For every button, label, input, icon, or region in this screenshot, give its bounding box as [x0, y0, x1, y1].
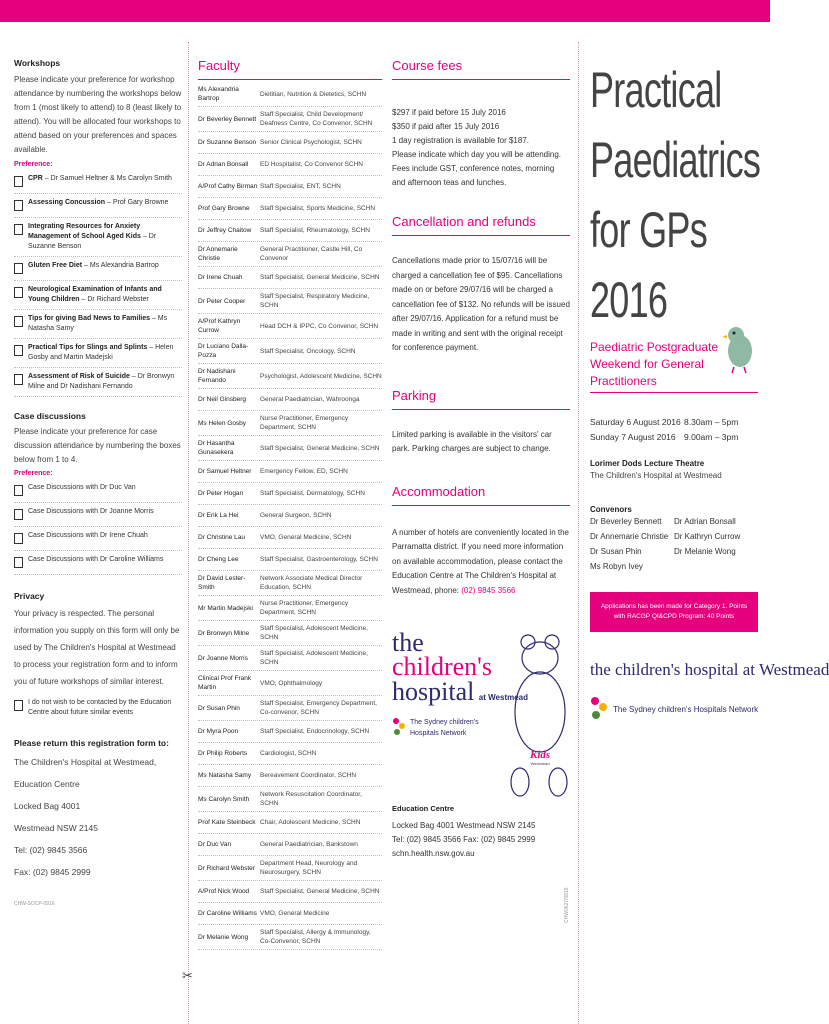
workshop-item[interactable]	[14, 310, 182, 339]
footer-network-figures-icon	[590, 696, 608, 722]
workshop-label	[28, 372, 182, 392]
workshop-item[interactable]	[14, 194, 182, 218]
faculty-row	[198, 198, 382, 220]
faculty-row	[198, 220, 382, 242]
workshop-title: Assessment of Risk of Suicide	[28, 373, 130, 380]
workshop-presenter: – Dr Richard Webster	[79, 296, 149, 303]
return-address	[14, 751, 182, 883]
workshop-preference-box[interactable]	[14, 287, 23, 298]
kids-badge	[530, 750, 550, 766]
network-line2: Hospitals Network	[410, 730, 467, 737]
logo-childrens: children's	[392, 652, 492, 681]
workshop-presenter: – Dr Suzanne Benson	[28, 233, 157, 250]
faculty-row	[198, 289, 382, 314]
info-column	[392, 58, 570, 923]
convenor-list	[590, 514, 758, 574]
case-item[interactable]	[14, 551, 182, 575]
workshop-title: Integrating Resources for Anxiety Management of School Aged Kids	[28, 223, 141, 240]
workshop-item[interactable]	[14, 339, 182, 368]
edu-line: Locked Bag 4001 Westmead NSW 2145	[392, 821, 536, 830]
faculty-row	[198, 925, 382, 950]
case-preference-box[interactable]	[14, 533, 23, 544]
parking-title: Parking	[392, 388, 570, 410]
faculty-role: VMO, General Medicine, SCHN	[260, 534, 352, 541]
cover-dates	[590, 415, 758, 445]
faculty-role: General Paediatrician, Bankstown	[260, 841, 358, 848]
faculty-role: Dietitian, Nutrition & Dietetics, SCHN	[260, 90, 367, 98]
faculty-row	[198, 903, 382, 925]
workshop-preference-box[interactable]	[14, 316, 23, 327]
top-pink-bar	[0, 0, 770, 22]
faculty-row	[198, 571, 382, 596]
workshop-presenter: – Ms Natasha Samy	[28, 315, 168, 332]
workshop-title: Neurological Examination of Infants and Young Children	[28, 286, 162, 303]
faculty-name: Dr Suzanne Benson	[198, 139, 257, 146]
logo-the: the	[392, 628, 424, 657]
return-line: The Children's Hospital at Westmead,	[14, 757, 157, 767]
return-line: Locked Bag 4001	[14, 801, 81, 811]
faculty-row	[198, 812, 382, 834]
workshop-presenter: – Prof Gary Browne	[105, 199, 169, 206]
faculty-name: Dr Duc Van	[198, 841, 232, 848]
footer-hospital-logo	[590, 660, 829, 680]
workshop-preference-box[interactable]	[14, 345, 23, 356]
cover-divider	[590, 392, 758, 393]
return-line: Tel: (02) 9845 3566	[14, 845, 88, 855]
faculty-row	[198, 856, 382, 881]
footer-logo-text: the children's hospital at Westmead	[590, 660, 829, 679]
faculty-row	[198, 787, 382, 812]
date-row	[590, 430, 758, 445]
logo-hospital: hospital	[392, 677, 475, 706]
faculty-name: Dr Susan Phin	[198, 704, 240, 712]
case-label: Case Discussions with Dr Joanne Morris	[28, 508, 154, 515]
privacy-title: Privacy	[14, 591, 45, 601]
faculty-name: Dr Cheng Lee	[198, 556, 239, 563]
faculty-name: Dr Melanie Wong	[198, 933, 249, 941]
workshop-presenter: – Helen Gosby and Martin Madejski	[28, 344, 174, 361]
cover-title-line: 2016	[590, 272, 668, 328]
case-item[interactable]	[14, 527, 182, 551]
cover-sub2: Weekend for General Practitioners	[590, 357, 704, 388]
case-preference-label: Preference:	[14, 470, 53, 477]
faculty-row	[198, 743, 382, 765]
workshop-item[interactable]	[14, 218, 182, 257]
faculty-role: Staff Specialist, Oncology, SCHN	[260, 347, 356, 355]
faculty-row	[198, 314, 382, 339]
case-label: Case Discussions with Dr Duc Van	[28, 484, 136, 491]
case-preference-box[interactable]	[14, 485, 23, 496]
network-text	[410, 717, 479, 739]
workshop-label	[28, 174, 172, 184]
scissors-icon: ✂	[182, 968, 193, 983]
faculty-row	[198, 721, 382, 743]
fee-line: Please indicate which day you will be attending.	[392, 150, 561, 159]
workshop-title: CPR	[28, 175, 43, 182]
faculty-name: Dr Peter Cooper	[198, 297, 246, 305]
kids-logo: Kids	[530, 749, 551, 761]
faculty-name: Dr Annemarie Christie	[198, 246, 238, 262]
faculty-list	[198, 82, 382, 950]
faculty-role: Staff Specialist, Gastroenterology, SCHN	[260, 556, 378, 563]
privacy-optout[interactable]	[14, 694, 182, 722]
convenor-name: Dr Susan Phin	[590, 547, 642, 556]
faculty-role: Staff Specialist, Adolescent Medicine, SCHN	[260, 650, 368, 666]
faculty-row	[198, 436, 382, 461]
registration-column	[14, 58, 182, 910]
parking-text: Limited parking is available in the visitors' car park. Parking charges are subject to change.	[392, 429, 552, 453]
return-line: Westmead NSW 2145	[14, 823, 98, 833]
faculty-row	[198, 411, 382, 436]
faculty-row	[198, 483, 382, 505]
faculty-name: A/Prof Cathy Birman	[198, 183, 258, 190]
faculty-row	[198, 621, 382, 646]
return-line: Education Centre	[14, 779, 80, 789]
return-line: Fax: (02) 9845 2999	[14, 867, 91, 877]
fold-line-right	[578, 42, 579, 1024]
case-preference-box[interactable]	[14, 557, 23, 568]
fee-line: $297 if paid before 15 July 2016	[392, 108, 506, 117]
cover-title-line: Practical	[590, 62, 722, 118]
faculty-row	[198, 132, 382, 154]
workshop-label	[28, 314, 182, 334]
teddy-bear-icon	[510, 632, 568, 802]
bird-icon	[720, 321, 758, 375]
faculty-role: Senior Clinical Psychologist, SCHN	[260, 139, 362, 146]
workshop-item[interactable]	[14, 257, 182, 281]
faculty-role: Staff Specialist, Sports Medicine, SCHN	[260, 205, 376, 212]
cover-column	[590, 55, 829, 722]
workshop-presenter: – Ms Alexandria Bartrop	[82, 262, 159, 269]
faculty-title: Faculty	[198, 58, 382, 80]
accom-body: A number of hotels are conveniently located in the Parramatta district. If you need more information on available accommodation, please contact the Education Centre at The Children's Hospital at Westmead, phone:	[392, 527, 569, 595]
workshop-title: Assessing Concussion	[28, 199, 106, 206]
workshop-presenter: – Dr Bronwyn Milne and Dr Nadishani Fernando	[28, 373, 175, 390]
faculty-role: Psychologist, Adolescent Medicine, SCHN	[260, 372, 382, 380]
fold-line-left	[188, 42, 189, 1024]
faculty-name: Dr David Lester-Smith	[198, 575, 246, 591]
faculty-name: Dr Nadishani Fernando	[198, 368, 236, 384]
edu-title: Education Centre	[392, 804, 455, 813]
faculty-name: Prof Gary Browne	[198, 205, 250, 212]
faculty-row	[198, 176, 382, 198]
faculty-role: Staff Specialist, Child Development/ Deafness Centre, Co Convenor, SCHN	[260, 111, 373, 127]
fee-line: and afternoon teas and lunches.	[392, 178, 507, 187]
case-title: Case discussions	[14, 411, 86, 421]
faculty-role: Staff Specialist, Emergency Department, Co-convenor, SCHN	[260, 700, 377, 716]
faculty-row	[198, 671, 382, 696]
faculty-name: Dr Myra Poon	[198, 728, 239, 735]
kids-sub: Westmead	[530, 761, 550, 766]
faculty-role: Emergency Fellow, ED, SCHN	[260, 468, 348, 475]
faculty-row	[198, 364, 382, 389]
faculty-row	[198, 267, 382, 289]
optout-checkbox[interactable]	[14, 700, 23, 711]
workshop-preference-box[interactable]	[14, 224, 23, 235]
workshop-label	[28, 261, 159, 271]
faculty-name: Dr Neil Ginsberg	[198, 396, 247, 403]
faculty-column	[198, 58, 382, 950]
workshop-title: Practical Tips for Slings and Splints	[28, 344, 148, 351]
cover-subtitle-block	[590, 339, 758, 390]
footer-network1: The Sydney children's	[613, 704, 692, 714]
date-day: Sunday 7 August 2016	[590, 432, 676, 442]
faculty-role: Nurse Practitioner, Emergency Department, SCHN	[260, 600, 349, 616]
side-code: CHW0627/0816	[564, 887, 570, 923]
faculty-row	[198, 461, 382, 483]
faculty-row	[198, 646, 382, 671]
faculty-name: Dr Peter Hogan	[198, 490, 244, 497]
footer-network-text	[613, 705, 758, 714]
cover-sub1: Paediatric Postgraduate	[590, 340, 719, 354]
convenor-name: Dr Annemarie Christie	[590, 532, 669, 541]
workshops-title: Workshops	[14, 58, 61, 68]
faculty-name: Dr Bronwyn Milne	[198, 629, 250, 637]
workshop-presenter: – Dr Samuel Heltner & Ms Carolyn Smith	[42, 175, 172, 182]
faculty-role: General Paediatrician, Wahroonga	[260, 396, 360, 403]
faculty-name: Dr Irene Chuah	[198, 274, 243, 281]
cancel-text: Cancellations made prior to 15/07/16 will be charged a cancellation fee of $95. Cancellations made on or before 29/07/16 will be charged a cancellation fee of $132. No refunds will be issued after 29/07/16. Application for a refund must be made in writing and sent with the original receipt for conference payment.	[392, 256, 570, 352]
workshop-item[interactable]	[14, 170, 182, 194]
workshops-preference-label: Preference:	[14, 161, 53, 168]
faculty-name: Dr Beverley Bennett	[198, 115, 257, 123]
cover-title-line: for GPs	[590, 202, 707, 258]
workshop-preference-box[interactable]	[14, 263, 23, 274]
fee-line: $350 if paid after 15 July 2016	[392, 122, 500, 131]
faculty-role: Bereavement Coordinator, SCHN	[260, 772, 357, 779]
faculty-row	[198, 596, 382, 621]
case-intro: Please indicate your preference for case discussion attendance by numbering the boxes below from 1 to 4.	[14, 427, 181, 464]
fees-title: Course fees	[392, 58, 570, 80]
faculty-row	[198, 834, 382, 856]
faculty-name: Ms Natasha Samy	[198, 772, 252, 779]
workshop-label	[28, 222, 182, 252]
fee-line: Fees include GST, conference notes, morning	[392, 164, 555, 173]
faculty-role: Staff Specialist, Allergy & Immunology, Co-Convenor, SCHN	[260, 929, 371, 945]
faculty-role: General Surgeon, SCHN	[260, 512, 332, 519]
edu-contact	[392, 819, 570, 861]
faculty-name: Clinical Prof Frank Martin	[198, 675, 252, 691]
case-list	[14, 479, 182, 575]
case-preference-box[interactable]	[14, 509, 23, 520]
convenor-name: Dr Melanie Wong	[674, 547, 736, 556]
faculty-row	[198, 154, 382, 176]
hospital-logo-block	[392, 628, 570, 802]
faculty-name: Dr Caroline Williams	[198, 910, 257, 917]
footer-network-logo	[590, 696, 758, 722]
optout-label: I do not wish to be contacted by the Education Centre about future similar events	[28, 699, 172, 716]
faculty-name: A/Prof Kathryn Currow	[198, 318, 241, 334]
venue-sub: The Children's Hospital at Westmead	[590, 471, 722, 480]
faculty-role: Staff Specialist, General Medicine, SCHN	[260, 888, 380, 895]
date-time: 9.00am – 3pm	[684, 432, 739, 442]
faculty-name: Ms Alexandria Bartrop	[198, 86, 239, 102]
faculty-row	[198, 107, 382, 132]
workshop-label	[28, 285, 182, 305]
faculty-name: Dr Luciano Dalla-Pozza	[198, 343, 249, 359]
faculty-role: VMO, General Medicine	[260, 910, 330, 917]
faculty-name: A/Prof Nick Wood	[198, 888, 250, 895]
footer-network2: Hospitals Network	[693, 704, 759, 714]
workshop-preference-box[interactable]	[14, 200, 23, 211]
edu-line: schn.health.nsw.gov.au	[392, 849, 475, 858]
convenor-name: Dr Adrian Bonsall	[674, 517, 736, 526]
faculty-role: Chair, Adolescent Medicine, SCHN	[260, 819, 361, 826]
workshop-preference-box[interactable]	[14, 374, 23, 385]
faculty-role: Cardiologist, SCHN	[260, 750, 317, 757]
faculty-role: Network Associate Medical Director Education, SCHN	[260, 575, 363, 591]
date-row	[590, 415, 758, 430]
faculty-role: Head DCH & IPPC, Co Convenor, SCHN	[260, 322, 379, 330]
convenor-name: Dr Kathryn Currow	[674, 532, 741, 541]
faculty-name: Dr Philip Roberts	[198, 750, 248, 757]
workshop-label	[28, 343, 182, 363]
faculty-role: Staff Specialist, Rheumatology, SCHN	[260, 227, 370, 234]
faculty-role: VMO, Ophthalmology	[260, 679, 323, 687]
date-day: Saturday 6 August 2016	[590, 417, 681, 427]
workshop-item[interactable]	[14, 281, 182, 310]
faculty-role: Network Resuscitation Coordinator, SCHN	[260, 791, 362, 807]
fee-line: 1 day registration is available for $187.	[392, 136, 529, 145]
faculty-role: Staff Specialist, General Medicine, SCHN	[260, 274, 380, 281]
accom-phone: (02) 9845 3566	[461, 585, 516, 595]
case-label: Case Discussions with Dr Irene Chuah	[28, 532, 148, 539]
faculty-row	[198, 549, 382, 571]
faculty-role: Staff Specialist, Adolescent Medicine, SCHN	[260, 625, 368, 641]
faculty-row	[198, 505, 382, 527]
edu-line: Tel: (02) 9845 3566 Fax: (02) 9845 2999	[392, 835, 536, 844]
convenor-name: Dr Beverley Bennett	[590, 517, 662, 526]
case-label: Case Discussions with Dr Caroline Williams	[28, 556, 164, 563]
faculty-name: Ms Helen Gosby	[198, 419, 247, 427]
convenor-name: Ms Robyn Ivey	[590, 562, 643, 571]
faculty-row	[198, 527, 382, 549]
faculty-role: Staff Specialist, Dermatology, SCHN	[260, 490, 365, 497]
accom-text	[392, 526, 570, 599]
faculty-name: Dr Samuel Heltner	[198, 468, 252, 475]
faculty-role: Department Head, Neurology and Neurosurgery, SCHN	[260, 860, 358, 876]
faculty-row	[198, 765, 382, 787]
cover-title	[590, 55, 761, 335]
faculty-role: Nurse Practitioner, Emergency Department, SCHN	[260, 415, 349, 431]
faculty-row	[198, 82, 382, 107]
cancel-title: Cancellation and refunds	[392, 214, 570, 236]
cpd-points-box: Applications has been made for Category 1. Points with RACGP QI&CPD Program: 40 Points	[590, 592, 758, 632]
accom-title: Accommodation	[392, 484, 570, 506]
faculty-name: Dr Richard Webster	[198, 864, 255, 872]
return-title: Please return this registration form to:	[14, 738, 169, 748]
workshop-title: Tips for giving Bad News to Families	[28, 315, 151, 322]
cover-title-line: Paediatrics	[590, 132, 761, 188]
faculty-name: Prof Kate Steinbeck	[198, 819, 256, 826]
faculty-name: Dr Jeffrey Chaitow	[198, 227, 252, 234]
workshop-item[interactable]	[14, 368, 182, 397]
faculty-name: Dr Erik La Hei	[198, 512, 239, 519]
faculty-name: Dr Joanne Morris	[198, 654, 248, 662]
network-line1: The Sydney children's	[410, 719, 479, 726]
faculty-row	[198, 339, 382, 364]
faculty-name: Dr Christine Lau	[198, 534, 245, 541]
faculty-row	[198, 696, 382, 721]
faculty-name: Dr Hasantha Gunasekera	[198, 440, 235, 456]
date-time: 8.30am – 5pm	[684, 417, 739, 427]
faculty-role: Staff Specialist, ENT, SCHN	[260, 183, 341, 190]
fees-text	[392, 106, 570, 190]
workshop-label	[28, 198, 168, 208]
workshops-intro: Please indicate your preference for workshop attendance by numbering the workshops below from 1 (most likely to attend) to 8 (least likely to attend). You will be allocated four workshops to attend based on your preferences and spaces available.	[14, 75, 182, 154]
workshop-list	[14, 170, 182, 397]
case-item[interactable]	[14, 503, 182, 527]
faculty-name: Dr Adrian Bonsall	[198, 161, 249, 168]
case-item[interactable]	[14, 479, 182, 503]
network-figures-icon	[392, 717, 406, 739]
logo-at: at Westmead	[478, 693, 528, 702]
privacy-text: Your privacy is respected. The personal information you supply on this form will only be used by The Children's Hospital at Westmead to process your registration form and to inform you of future workshops of similar interest.	[14, 609, 180, 686]
faculty-name: Ms Carolyn Smith	[198, 795, 250, 803]
workshop-preference-box[interactable]	[14, 176, 23, 187]
faculty-row	[198, 881, 382, 903]
faculty-row	[198, 389, 382, 411]
faculty-row	[198, 242, 382, 267]
faculty-name: Mr Martin Madejski	[198, 604, 253, 612]
faculty-role: Staff Specialist, Respiratory Medicine, SCHN	[260, 293, 370, 309]
venue-title: Lorimer Dods Lecture Theatre	[590, 459, 705, 468]
form-code: CHW-SOCP-0916	[14, 901, 55, 907]
convenors-title: Convenors	[590, 505, 632, 514]
faculty-role: Staff Specialist, General Medicine, SCHN	[260, 444, 380, 452]
faculty-role: Staff Specialist, Endocrinology, SCHN	[260, 728, 370, 735]
faculty-role: General Practitioner, Castle Hill, Co Convenor	[260, 246, 363, 262]
faculty-role: ED Hospitalist, Co Convenor SCHN	[260, 161, 363, 168]
workshop-title: Gluten Free Diet	[28, 262, 83, 269]
